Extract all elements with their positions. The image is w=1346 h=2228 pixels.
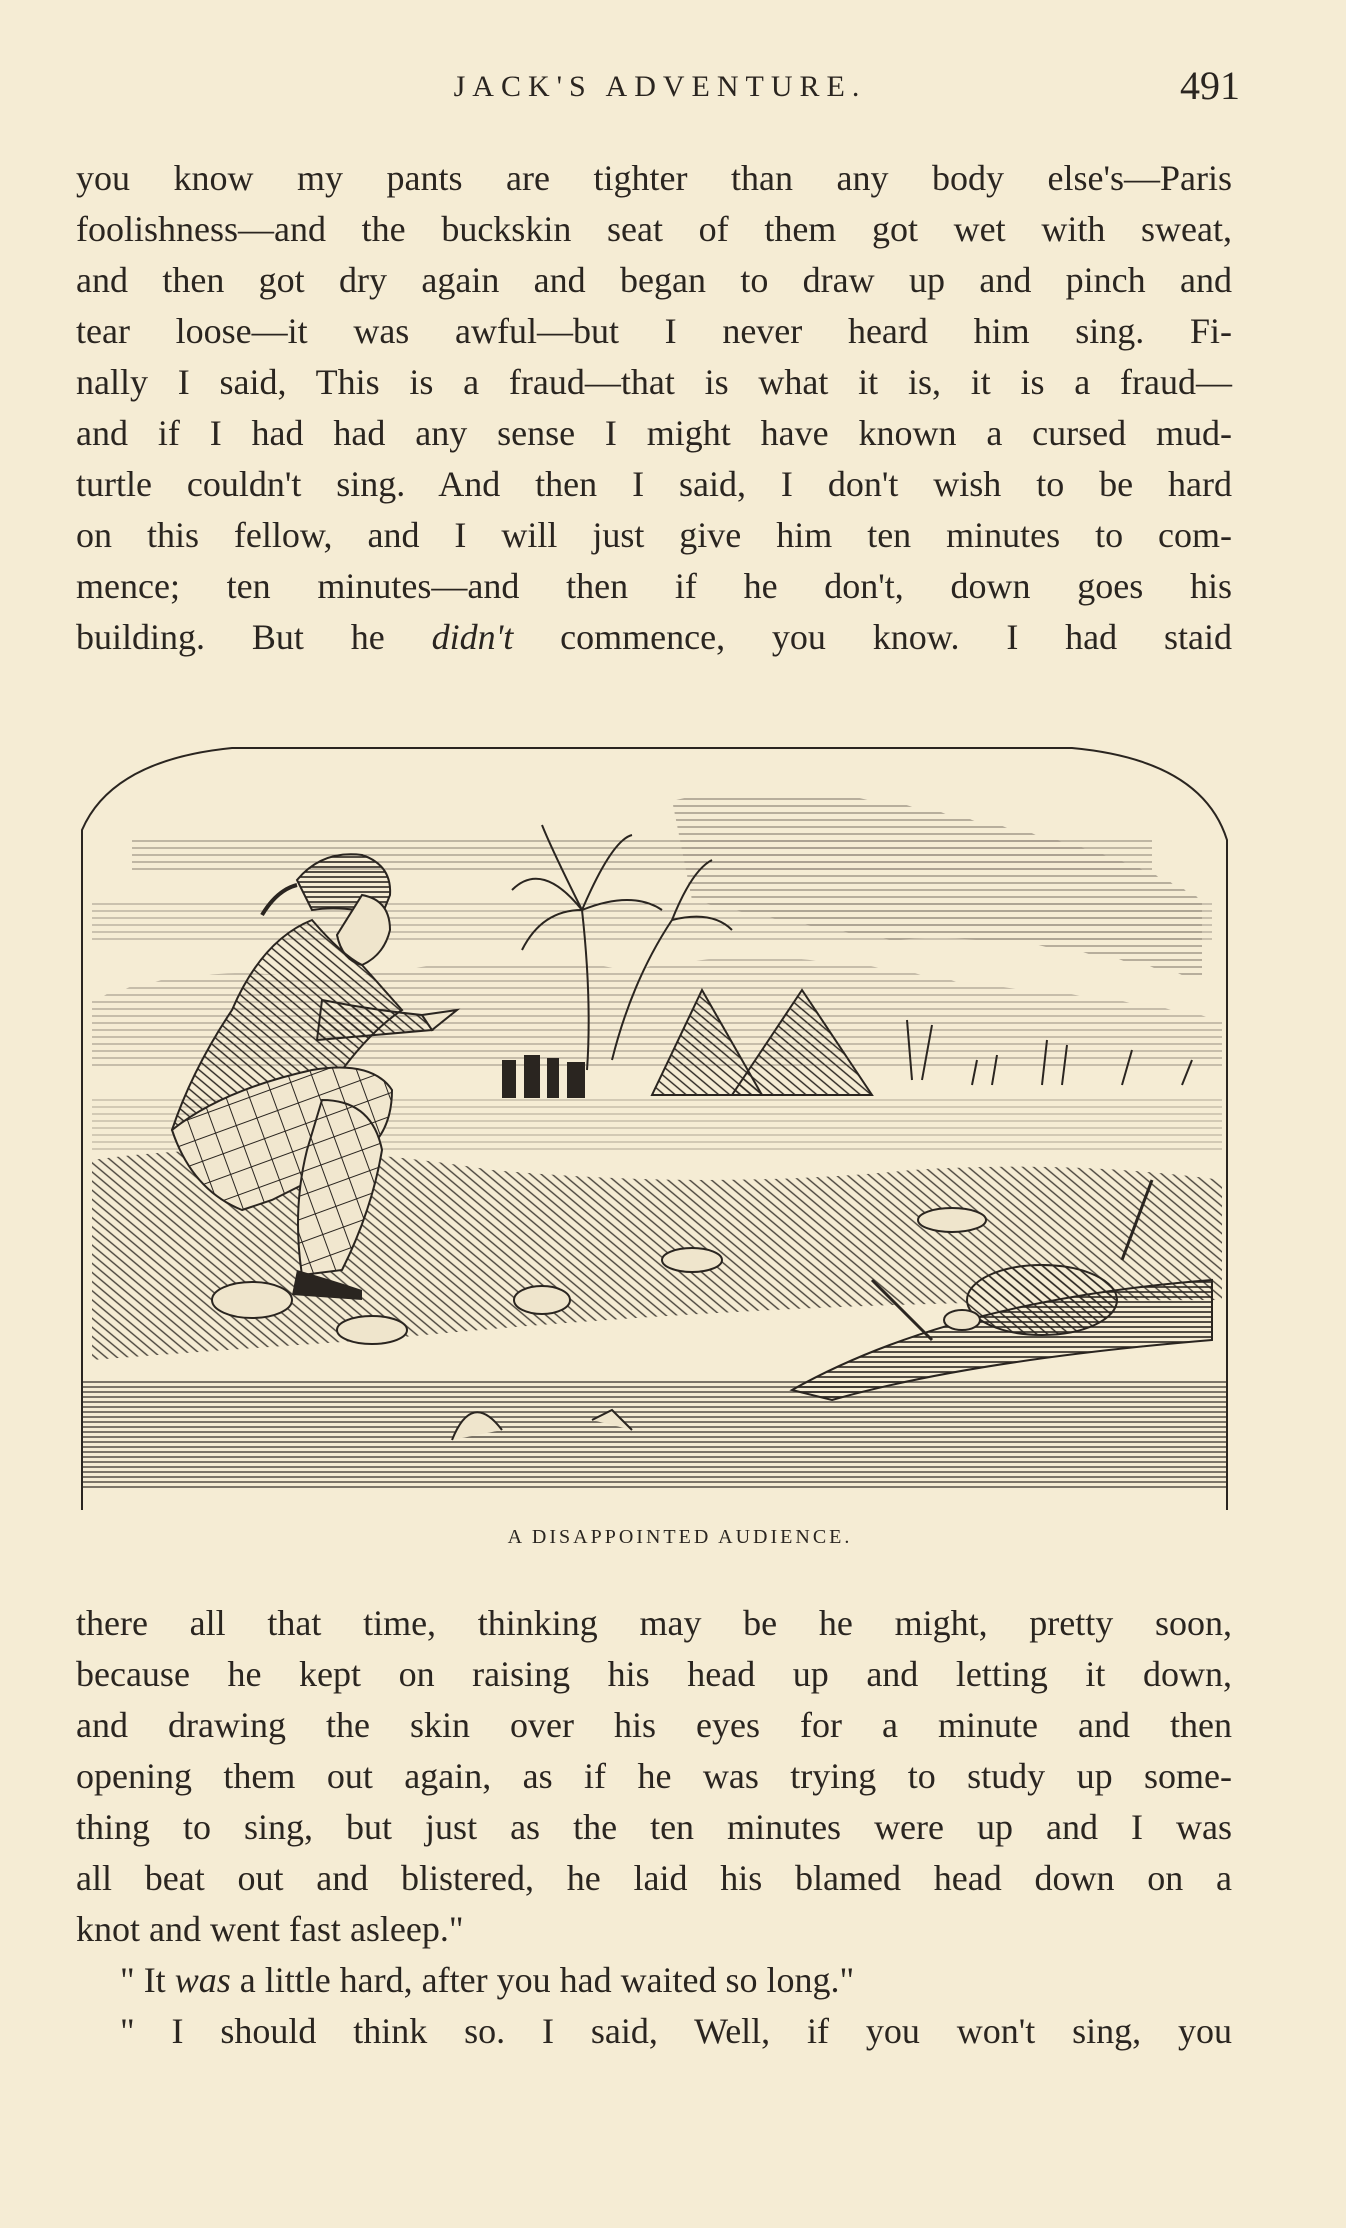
text-line: all beat out and blistered, he laid his blamed head down on a (76, 1858, 1232, 1898)
illustration-caption: A DISAPPOINTED AUDIENCE. (507, 1526, 853, 1548)
text-line: opening them out again, as if he was trying to study up some- (76, 1756, 1232, 1796)
text-segment: a little hard, after you had waited so long." (230, 1960, 855, 2000)
engraving-illustration (72, 740, 1237, 1510)
text-line: and drawing the skin over his eyes for a minute and then (76, 1705, 1232, 1745)
text-line: and then got dry again and began to draw up and pinch and (76, 260, 1232, 300)
text-line: mence; ten minutes—and then if he don't, down goes his (76, 566, 1232, 606)
text-line: thing to sing, but just as the ten minutes were up and I was (76, 1807, 1232, 1847)
text-segment: building. But he (76, 617, 432, 657)
text-line: tear loose—it was awful—but I never heard him sing. Fi- (76, 311, 1232, 351)
text-segment: commence, you know. I had staid (513, 617, 1233, 657)
text-segment: " It (120, 1960, 175, 2000)
text-line: nally I said, This is a fraud—that is what it is, it is a fraud— (76, 362, 1232, 402)
dialogue-line: " I should think so. I said, Well, if you won't sing, you (120, 2011, 1232, 2051)
body-text-bottom (76, 1598, 1232, 2057)
italic-emphasis: didn't (431, 617, 514, 657)
text-line (76, 612, 1232, 663)
italic-emphasis: was (174, 1960, 231, 2000)
text-line: because he kept on raising his head up and letting it down, (76, 1654, 1232, 1694)
running-head: JACK'S ADVENTURE. (453, 70, 867, 103)
engraving-svg (72, 740, 1237, 1510)
dialogue-line (76, 1955, 1232, 2006)
text-line: there all that time, thinking may be he might, pretty soon, (76, 1603, 1232, 1643)
water (82, 1380, 1227, 1490)
text-line: turtle couldn't sing. And then I said, I don't wish to be hard (76, 464, 1232, 504)
body-text-top (76, 153, 1232, 663)
text-line: and if I had had any sense I might have known a cursed mud- (76, 413, 1232, 453)
text-line: on this fellow, and I will just give him ten minutes to com- (76, 515, 1232, 555)
cloud (672, 793, 1202, 980)
text-line: foolishness—and the buckskin seat of them got wet with sweat, (76, 209, 1232, 249)
page-number: 491 (1180, 63, 1240, 108)
text-line: you know my pants are tighter than any body else's—Paris (76, 158, 1232, 198)
text-line: knot and went fast asleep." (76, 1909, 464, 1949)
